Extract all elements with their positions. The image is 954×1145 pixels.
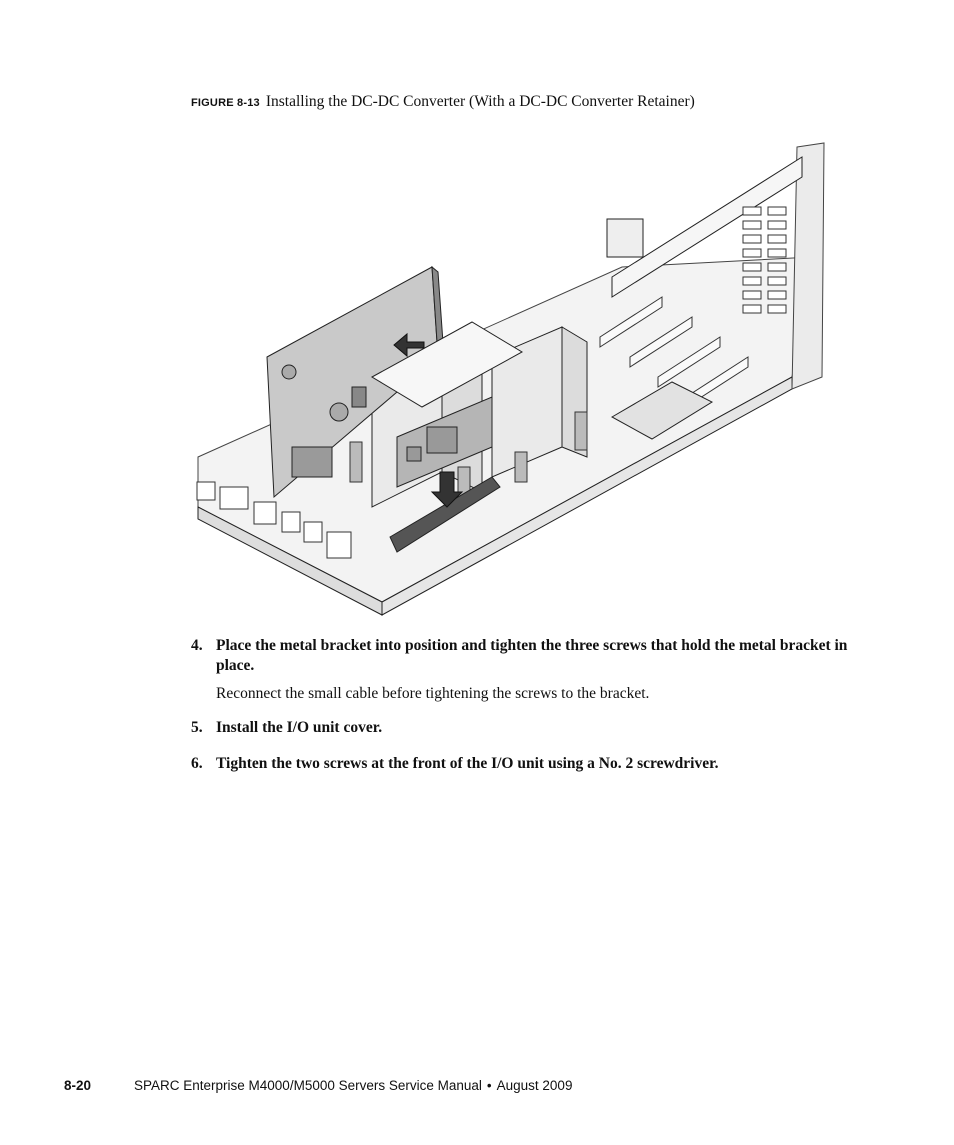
io-unit-drawing <box>192 127 836 617</box>
step-instruction: Install the I/O unit cover. <box>216 719 383 736</box>
step-instruction: Place the metal bracket into position and tighten the three screws that hold the metal bracket in place. <box>216 637 848 674</box>
step-instruction: Tighten the two screws at the front of the I/O unit using a No. 2 screwdriver. <box>216 755 719 772</box>
step-number: 5. <box>191 719 203 736</box>
step-6 <box>191 754 851 774</box>
figure-caption <box>191 92 891 113</box>
step-number: 4. <box>191 637 203 654</box>
step-4 <box>191 636 851 676</box>
page-number: 8-20 <box>64 1078 92 1093</box>
figure-title: Installing the DC-DC Converter (With a DC-DC Converter Retainer) <box>265 93 695 110</box>
publication-date: August 2009 <box>496 1078 573 1093</box>
manual-title: SPARC Enterprise M4000/M5000 Servers Service Manual <box>134 1078 482 1093</box>
step-number: 6. <box>191 755 203 772</box>
power-connector <box>607 219 643 257</box>
dc-dc-converter-illustration <box>192 127 836 617</box>
figure-label: FIGURE 8-13 <box>191 97 260 109</box>
footer-separator: • <box>486 1078 492 1093</box>
page-footer <box>64 1077 884 1095</box>
step-4-note: Reconnect the small cable before tightening the screws to the bracket. <box>216 685 650 702</box>
step-5 <box>191 718 851 738</box>
